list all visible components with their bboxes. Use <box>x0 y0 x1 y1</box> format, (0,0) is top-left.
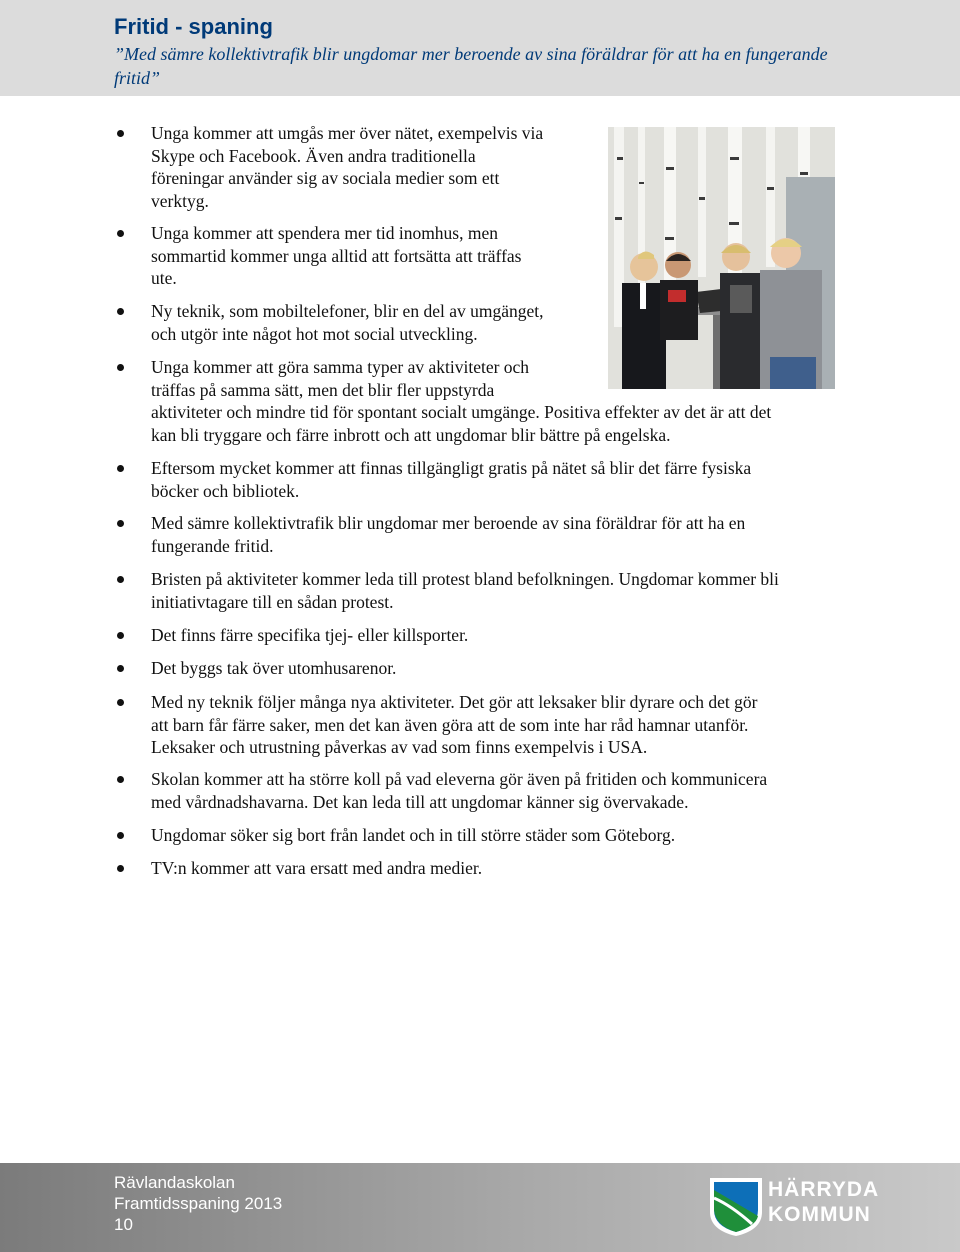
harryda-kommun-logo-icon <box>708 1176 764 1238</box>
footer-project: Framtidsspaning 2013 <box>114 1194 283 1213</box>
list-item-line: Med ny teknik följer många nya aktiviteter. Det gör att leksaker blir dyrare och det gör <box>151 692 758 712</box>
bullet-icon <box>117 632 124 639</box>
list-item-line: Unga kommer att spendera mer tid inomhus, men <box>151 223 499 243</box>
list-item-line: böcker och bibliotek. <box>151 480 300 501</box>
list-item-line: Leksaker och utrustning påverkas av vad som finns exempelvis i USA. <box>151 737 648 757</box>
list-item-line: Det byggs tak över utomhusarenor. <box>151 658 397 678</box>
bullet-icon <box>117 230 124 237</box>
list-item <box>151 122 543 212</box>
page-subtitle: ”Med sämre kollektivtrafik blir ungdomar mer beroende av sina föräldrar för att ha en fungerande fritid” <box>114 44 828 88</box>
list-item <box>151 691 757 759</box>
list-item-line: Bristen på aktiviteter kommer leda till protest bland befolkningen. Ungdomar kommer bli <box>151 569 779 589</box>
list-item <box>151 512 745 557</box>
bullet-icon <box>117 130 124 137</box>
bullet-icon <box>117 364 124 371</box>
list-item-line: Det finns färre specifika tjej- eller killsporter. <box>151 625 469 645</box>
list-item-line: träffas på samma sätt, men det blir fler uppstyrda <box>151 379 495 400</box>
page-number: 10 <box>114 1215 133 1234</box>
page-title: Fritid - spaning <box>114 14 273 39</box>
list-item-line: verktyg. <box>151 190 209 211</box>
list-item-line: Skolan kommer att ha större koll på vad eleverna gör även på fritiden och kommunicera <box>151 769 768 789</box>
list-item-line: sommartid kommer unga alltid att fortsätta att träffas <box>151 245 522 266</box>
list-item <box>151 222 521 290</box>
bullet-icon <box>117 308 124 315</box>
list-item-line: Med sämre kollektivtrafik blir ungdomar mer beroende av sina föräldrar för att ha en <box>151 513 746 533</box>
list-item-line: Unga kommer att göra samma typer av aktiviteter och <box>151 357 530 377</box>
bullet-icon <box>117 520 124 527</box>
page-header <box>0 0 960 96</box>
list-item-line: initiativtagare till en sådan protest. <box>151 591 394 612</box>
list-item <box>151 356 771 446</box>
list-item-line: Ungdomar söker sig bort från landet och in till större städer som Göteborg. <box>151 825 676 845</box>
list-item <box>151 624 468 647</box>
bullet-icon <box>117 832 124 839</box>
list-item-line: att barn får färre saker, men det kan även göra att de som inte har råd hamnar utanför. <box>151 714 749 735</box>
logo-text-line1: HÄRRYDA <box>768 1178 880 1201</box>
list-item <box>151 457 751 502</box>
list-item-line: aktiviteter och mindre tid för spontant socialt umgänge. Positiva effekter av det är att det <box>151 402 772 422</box>
list-item <box>151 768 767 813</box>
footer-school: Rävlandaskolan <box>114 1173 235 1192</box>
list-item-line: med vårdnadshavarna. Det kan leda till att ungdomar känner sig övervakade. <box>151 791 689 812</box>
list-item <box>151 857 482 880</box>
bullet-icon <box>117 865 124 872</box>
bullet-icon <box>117 465 124 472</box>
list-item <box>151 300 543 345</box>
list-item-line: och utgör inte något hot mot social utveckling. <box>151 323 478 344</box>
list-item-line: Eftersom mycket kommer att finnas tillgängligt gratis på nätet så blir det färre fysiska <box>151 458 752 478</box>
list-item-line: Skype och Facebook. Även andra traditionella <box>151 145 476 166</box>
bullet-icon <box>117 699 124 706</box>
list-item-line: ute. <box>151 268 177 288</box>
list-item-line: kan bli tryggare och färre inbrott och att ungdomar blir bättre på engelska. <box>151 424 671 445</box>
bullet-icon <box>117 576 124 583</box>
list-item <box>151 657 396 680</box>
list-item-line: TV:n kommer att vara ersatt med andra medier. <box>151 858 483 878</box>
list-item-line: fungerande fritid. <box>151 535 274 556</box>
bullet-icon <box>117 776 124 783</box>
photo-youths-with-laptop <box>608 127 835 389</box>
bullet-icon <box>117 665 124 672</box>
photo-illustration <box>608 127 835 389</box>
list-item-line: Unga kommer att umgås mer över nätet, exempelvis via <box>151 123 544 143</box>
list-item-line: föreningar använder sig av sociala medier som ett <box>151 168 500 188</box>
list-item <box>151 824 675 847</box>
list-item-line: Ny teknik, som mobiltelefoner, blir en del av umgänget, <box>151 301 544 321</box>
logo-text-line2: KOMMUN <box>768 1203 871 1226</box>
list-item <box>151 568 779 613</box>
